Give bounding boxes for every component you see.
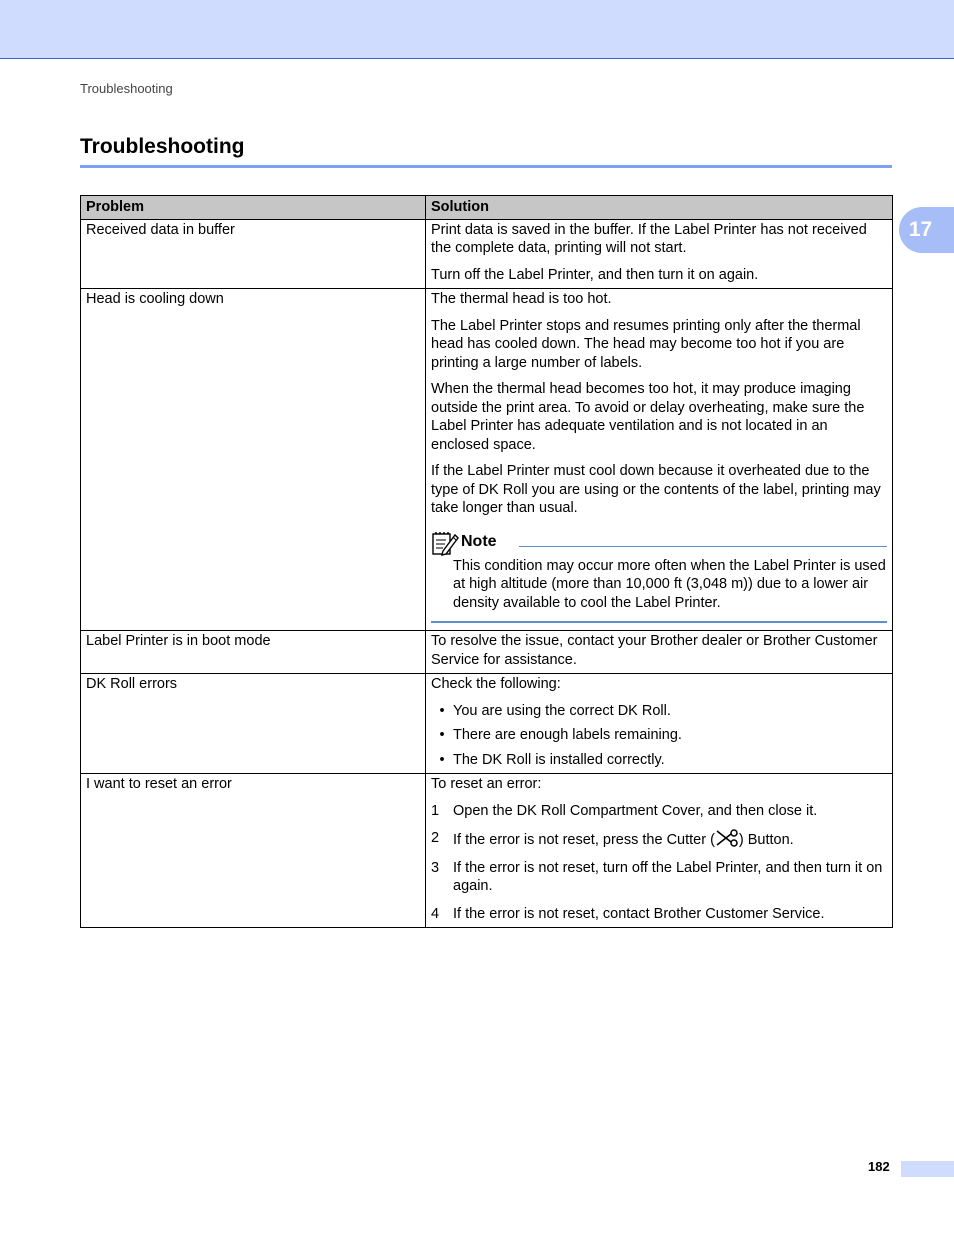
title-underline — [80, 165, 892, 168]
solution-paragraph: When the thermal head becomes too hot, it may produce imaging outside the print area. To avoid or delay overheating, make sure the Label Printer has adequate ventilation and is not located in an enclosed space. — [431, 381, 865, 453]
note-title: Note — [461, 533, 497, 551]
step-text-before: If the error is not reset, press the Cutter ( — [453, 832, 715, 848]
solution-paragraph: The thermal head is too hot. — [431, 291, 612, 307]
solution-paragraph: If the Label Printer must cool down because it overheated due to the type of DK Roll you are using or the contents of the label, printing may take longer than usual. — [431, 463, 881, 516]
step-text — [453, 829, 794, 850]
table-row — [81, 674, 893, 774]
solution-paragraph: Turn off the Label Printer, and then turn it on again. — [431, 266, 759, 283]
chapter-tab[interactable]: 17 — [899, 207, 954, 253]
note-box — [431, 530, 887, 624]
page-title: Troubleshooting — [80, 135, 245, 158]
problem-cell: DK Roll errors — [81, 674, 426, 774]
bullet-text: You are using the correct DK Roll. — [453, 702, 671, 719]
bullet-dot: • — [439, 751, 445, 768]
step-number: 2 — [431, 830, 440, 846]
table-header-row — [81, 196, 893, 220]
solution-cell — [426, 289, 893, 631]
page-number: 182 — [868, 1159, 890, 1174]
table-row — [81, 289, 893, 631]
breadcrumb: Troubleshooting — [80, 81, 173, 96]
note-top-rule — [519, 546, 887, 547]
table-row — [81, 219, 893, 289]
step-text: If the error is not reset, turn off the Label Printer, and then turn it on again. — [453, 859, 883, 894]
bullet-dot: • — [439, 727, 445, 743]
step-text-after: ) Button. — [738, 832, 794, 848]
note-bottom-rule — [431, 621, 887, 623]
solution-cell — [426, 631, 893, 674]
problem-cell: Label Printer is in boot mode — [81, 631, 426, 674]
solution-cell — [426, 674, 893, 774]
solution-paragraph: Print data is saved in the buffer. If the Label Printer has not received the complete data, printing will not start. — [431, 221, 867, 256]
bullet-item — [431, 726, 887, 745]
step-number: 1 — [431, 802, 440, 819]
note-text: This condition may occur more often when the Label Printer is used at high altitude (more than 10,000 ft (3,048 m)) due to a lower air density available to cool the Label Printer. — [453, 557, 886, 611]
footer-band — [901, 1161, 954, 1177]
problem-cell: I want to reset an error — [81, 774, 426, 928]
problem-cell: Head is cooling down — [81, 289, 426, 631]
column-header-solution: Solution — [426, 196, 893, 220]
bullet-text: There are enough labels remaining. — [453, 727, 682, 743]
header-band — [0, 0, 954, 59]
solution-paragraph: To reset an error: — [431, 776, 542, 792]
troubleshooting-table — [80, 195, 893, 928]
step-text: If the error is not reset, contact Brother Customer Service. — [453, 905, 825, 922]
note-pencil-icon — [431, 530, 459, 556]
solution-paragraph: Check the following: — [431, 676, 561, 692]
step-text: Open the DK Roll Compartment Cover, and then close it. — [453, 802, 818, 819]
solution-cell — [426, 774, 893, 928]
step-item — [431, 905, 887, 924]
step-number: 4 — [431, 905, 440, 922]
step-number: 3 — [431, 859, 440, 876]
column-header-problem: Problem — [81, 196, 426, 220]
solution-paragraph: To resolve the issue, contact your Brother dealer or Brother Customer Service for assistance. — [431, 633, 878, 668]
step-item — [431, 802, 887, 821]
bullet-dot: • — [439, 702, 445, 719]
step-item — [431, 859, 887, 896]
scissors-icon — [715, 829, 739, 847]
solution-paragraph: The Label Printer stops and resumes printing only after the thermal head has cooled down. The head may become too hot if you are printing a large number of labels. — [431, 317, 861, 371]
table-row — [81, 631, 893, 674]
problem-cell: Received data in buffer — [81, 219, 426, 289]
bullet-item — [431, 751, 887, 770]
note-header — [431, 530, 887, 556]
step-item — [431, 829, 887, 850]
table-row — [81, 774, 893, 928]
bullet-text: The DK Roll is installed correctly. — [453, 751, 665, 768]
solution-cell — [426, 219, 893, 289]
bullet-item — [431, 702, 887, 721]
